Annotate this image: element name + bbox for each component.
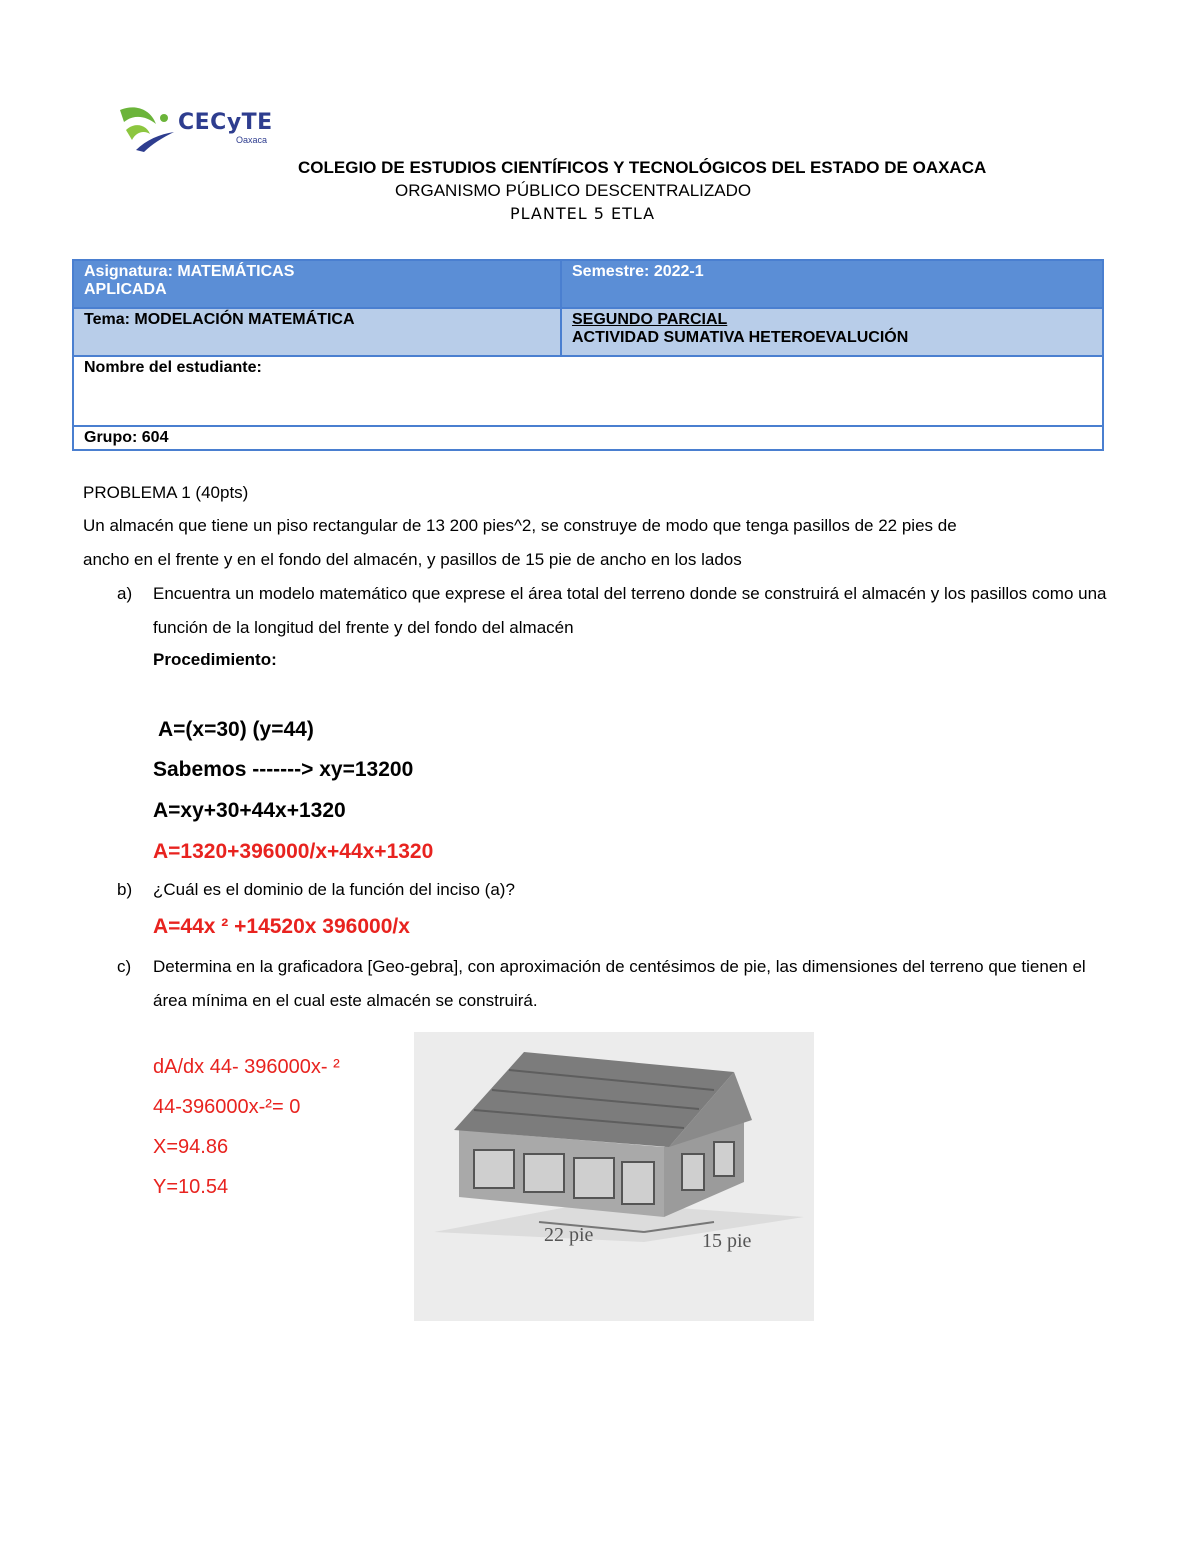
warehouse-drawing [414, 1032, 814, 1321]
info-table [72, 259, 1104, 451]
warehouse-figure [414, 1032, 814, 1321]
semestre-label: Semestre: 2022-1 [572, 263, 704, 280]
parcial-label: SEGUNDO PARCIAL [572, 311, 728, 328]
problem-statement-line2: ancho en el frente y en el fondo del almacén, y pasillos de 15 pie de ancho en los lados [83, 550, 742, 569]
tema-cell [73, 308, 561, 356]
figure-label-front: 22 pie [544, 1224, 594, 1246]
logo-sub: Oaxaca [236, 135, 268, 145]
calc-line-2: 44-396000x-²= 0 [153, 1096, 301, 1118]
cecyte-logo-icon [116, 100, 176, 155]
tema-label: Tema: MODELACIÓN MATEMÁTICA [84, 311, 355, 328]
equation-4: A=1320+396000/x+44x+1320 [153, 840, 434, 863]
item-a-marker: a) [117, 584, 133, 603]
calc-line-3: X=94.86 [153, 1136, 229, 1158]
problem-statement-line1: Un almacén que tiene un piso rectangular de 13 200 pies^2, se construye de modo que tenga pasillos de 22 pies de [83, 516, 957, 535]
item-c-text: Determina en la graficadora [Geo-gebra], con aproximación de centésimos de pie, las dimensiones del terreno que tienen el área mínima en el cual este almacén se construirá. [153, 957, 1086, 1010]
problem-heading: PROBLEMA 1 (40pts) [83, 483, 249, 502]
school-subtitle: ORGANISMO PÚBLICO DESCENTRALIZADO [395, 181, 752, 200]
semestre-cell [561, 260, 1103, 308]
grupo-cell [73, 426, 1103, 450]
asignatura-cell [73, 260, 561, 308]
asignatura-line2: APLICADA [84, 281, 167, 298]
plantel-label: PLANTEL 5 ETLA [510, 204, 656, 223]
item-b-text: ¿Cuál es el dominio de la función del inciso (a)? [153, 880, 515, 899]
logo-name: CECyTE [178, 110, 273, 135]
calc-line-1: dA/dx 44- 396000x- ² [153, 1056, 340, 1078]
item-c-marker: c) [117, 957, 132, 976]
asignatura-line1: Asignatura: MATEMÁTICAS [84, 263, 295, 280]
procedimiento-label: Procedimiento: [153, 650, 277, 669]
figure-label-side: 15 pie [702, 1230, 752, 1252]
parcial-cell [561, 308, 1103, 356]
nombre-cell[interactable] [73, 356, 1103, 426]
item-a-text: Encuentra un modelo matemático que exprese el área total del terreno donde se construirá el almacén y los pasillos como una función de la longitud del frente y del fondo del almacén [153, 584, 1107, 637]
b-answer: A=44x ² +14520x 396000/x [153, 915, 410, 938]
cecyte-logo [116, 100, 286, 160]
nombre-label: Nombre del estudiante: [84, 359, 262, 376]
actividad-label: ACTIVIDAD SUMATIVA HETEROEVALUCIÓN [572, 329, 909, 346]
equation-1: A=(x=30) (y=44) [158, 718, 314, 741]
school-title: COLEGIO DE ESTUDIOS CIENTÍFICOS Y TECNOLÓGICOS DEL ESTADO DE OAXACA [298, 158, 987, 177]
equation-3: A=xy+30+44x+1320 [153, 799, 346, 822]
item-b-marker: b) [117, 880, 133, 899]
calc-line-4: Y=10.54 [153, 1176, 229, 1198]
equation-2: Sabemos -------> xy=13200 [153, 758, 414, 781]
grupo-label: Grupo: 604 [84, 429, 169, 446]
